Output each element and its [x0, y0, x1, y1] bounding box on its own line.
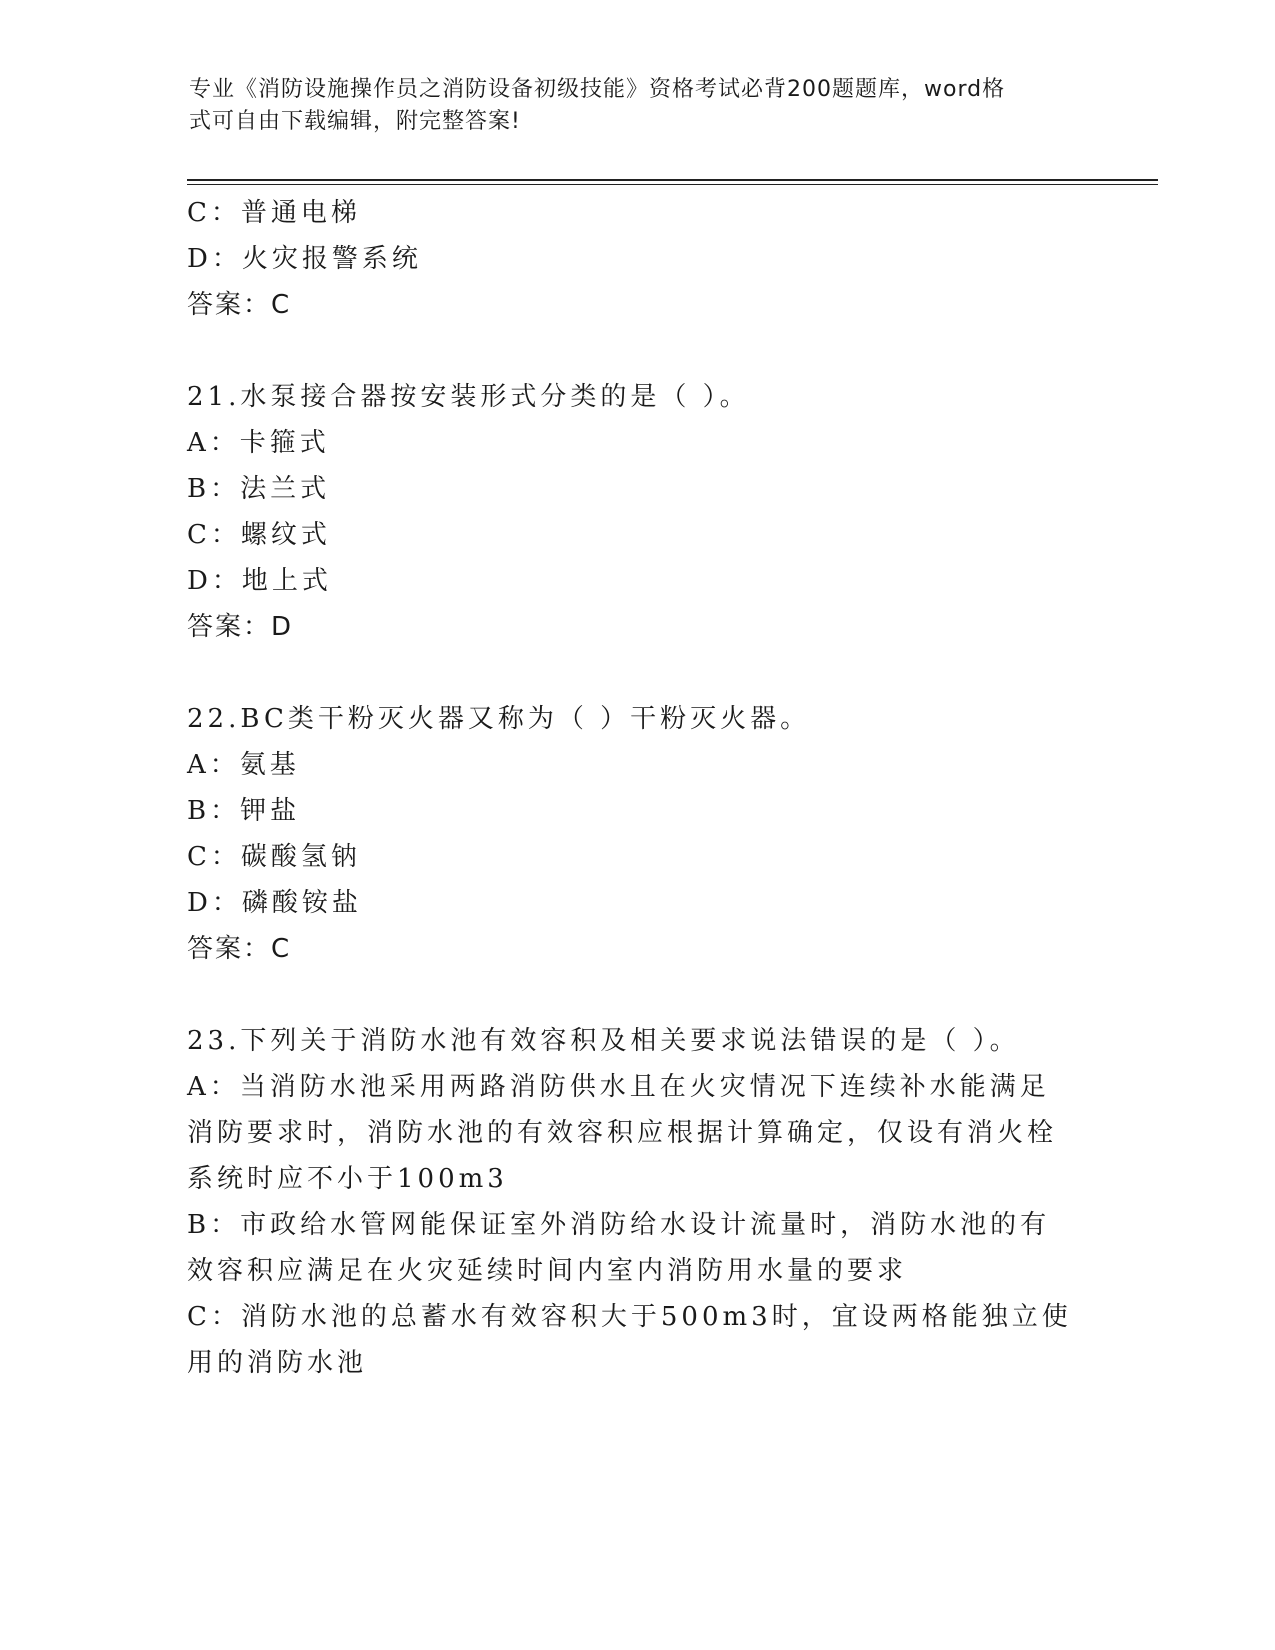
question-stem: 23.下列关于消防水池有效容积及相关要求说法错误的是（ ）。: [187, 1026, 1020, 1056]
question-block-22: [187, 696, 1087, 972]
option-d: D：磷酸铵盐: [187, 888, 362, 918]
option-a: A：当消防水池采用两路消防供水且在火灾情况下连续补水能满足消防要求时，消防水池的有效容积应根据计算确定，仅设有消火栓系统时应不小于100m3: [187, 1072, 1058, 1194]
option-c: C：螺纹式: [187, 520, 331, 550]
answer-line: 答案：C: [187, 934, 292, 964]
option-c: C：消防水池的总蓄水有效容积大于500m3时，宜设两格能独立使用的消防水池: [187, 1302, 1072, 1378]
option-c: C：普通电梯: [187, 198, 361, 228]
option-b: B：法兰式: [187, 474, 331, 504]
option-a: A：氨基: [187, 750, 300, 780]
answer-line: 答案：C: [187, 290, 292, 320]
question-content: [187, 190, 1087, 1386]
header-line-1: 专业《消防设施操作员之消防设备初级技能》资格考试必背200题题库，word格: [189, 77, 1006, 102]
question-block-23: [187, 1018, 1087, 1386]
question-block-21: [187, 374, 1087, 650]
option-d: D：地上式: [187, 566, 332, 596]
option-b: B：钾盐: [187, 796, 301, 826]
spacer: [187, 328, 1087, 374]
spacer: [187, 650, 1087, 696]
header-line-2: 式可自由下载编辑，附完整答案!: [189, 109, 521, 134]
option-c: C：碳酸氢钠: [187, 842, 361, 872]
document-header: [189, 74, 1069, 138]
option-b: B：市政给水管网能保证室外消防给水设计流量时，消防水池的有效容积应满足在火灾延续时间内室内消防用水量的要求: [187, 1210, 1051, 1286]
header-divider-thick: [187, 179, 1158, 181]
answer-line: 答案：D: [187, 612, 294, 642]
header-divider-thin: [187, 184, 1158, 185]
spacer: [187, 972, 1087, 1018]
option-a: A：卡箍式: [187, 428, 330, 458]
option-d: D：火灾报警系统: [187, 244, 422, 274]
question-stem: 22.BC类干粉灭火器又称为（ ）干粉灭火器。: [187, 704, 811, 734]
question-stem: 21.水泵接合器按安装形式分类的是（ ）。: [187, 382, 750, 412]
